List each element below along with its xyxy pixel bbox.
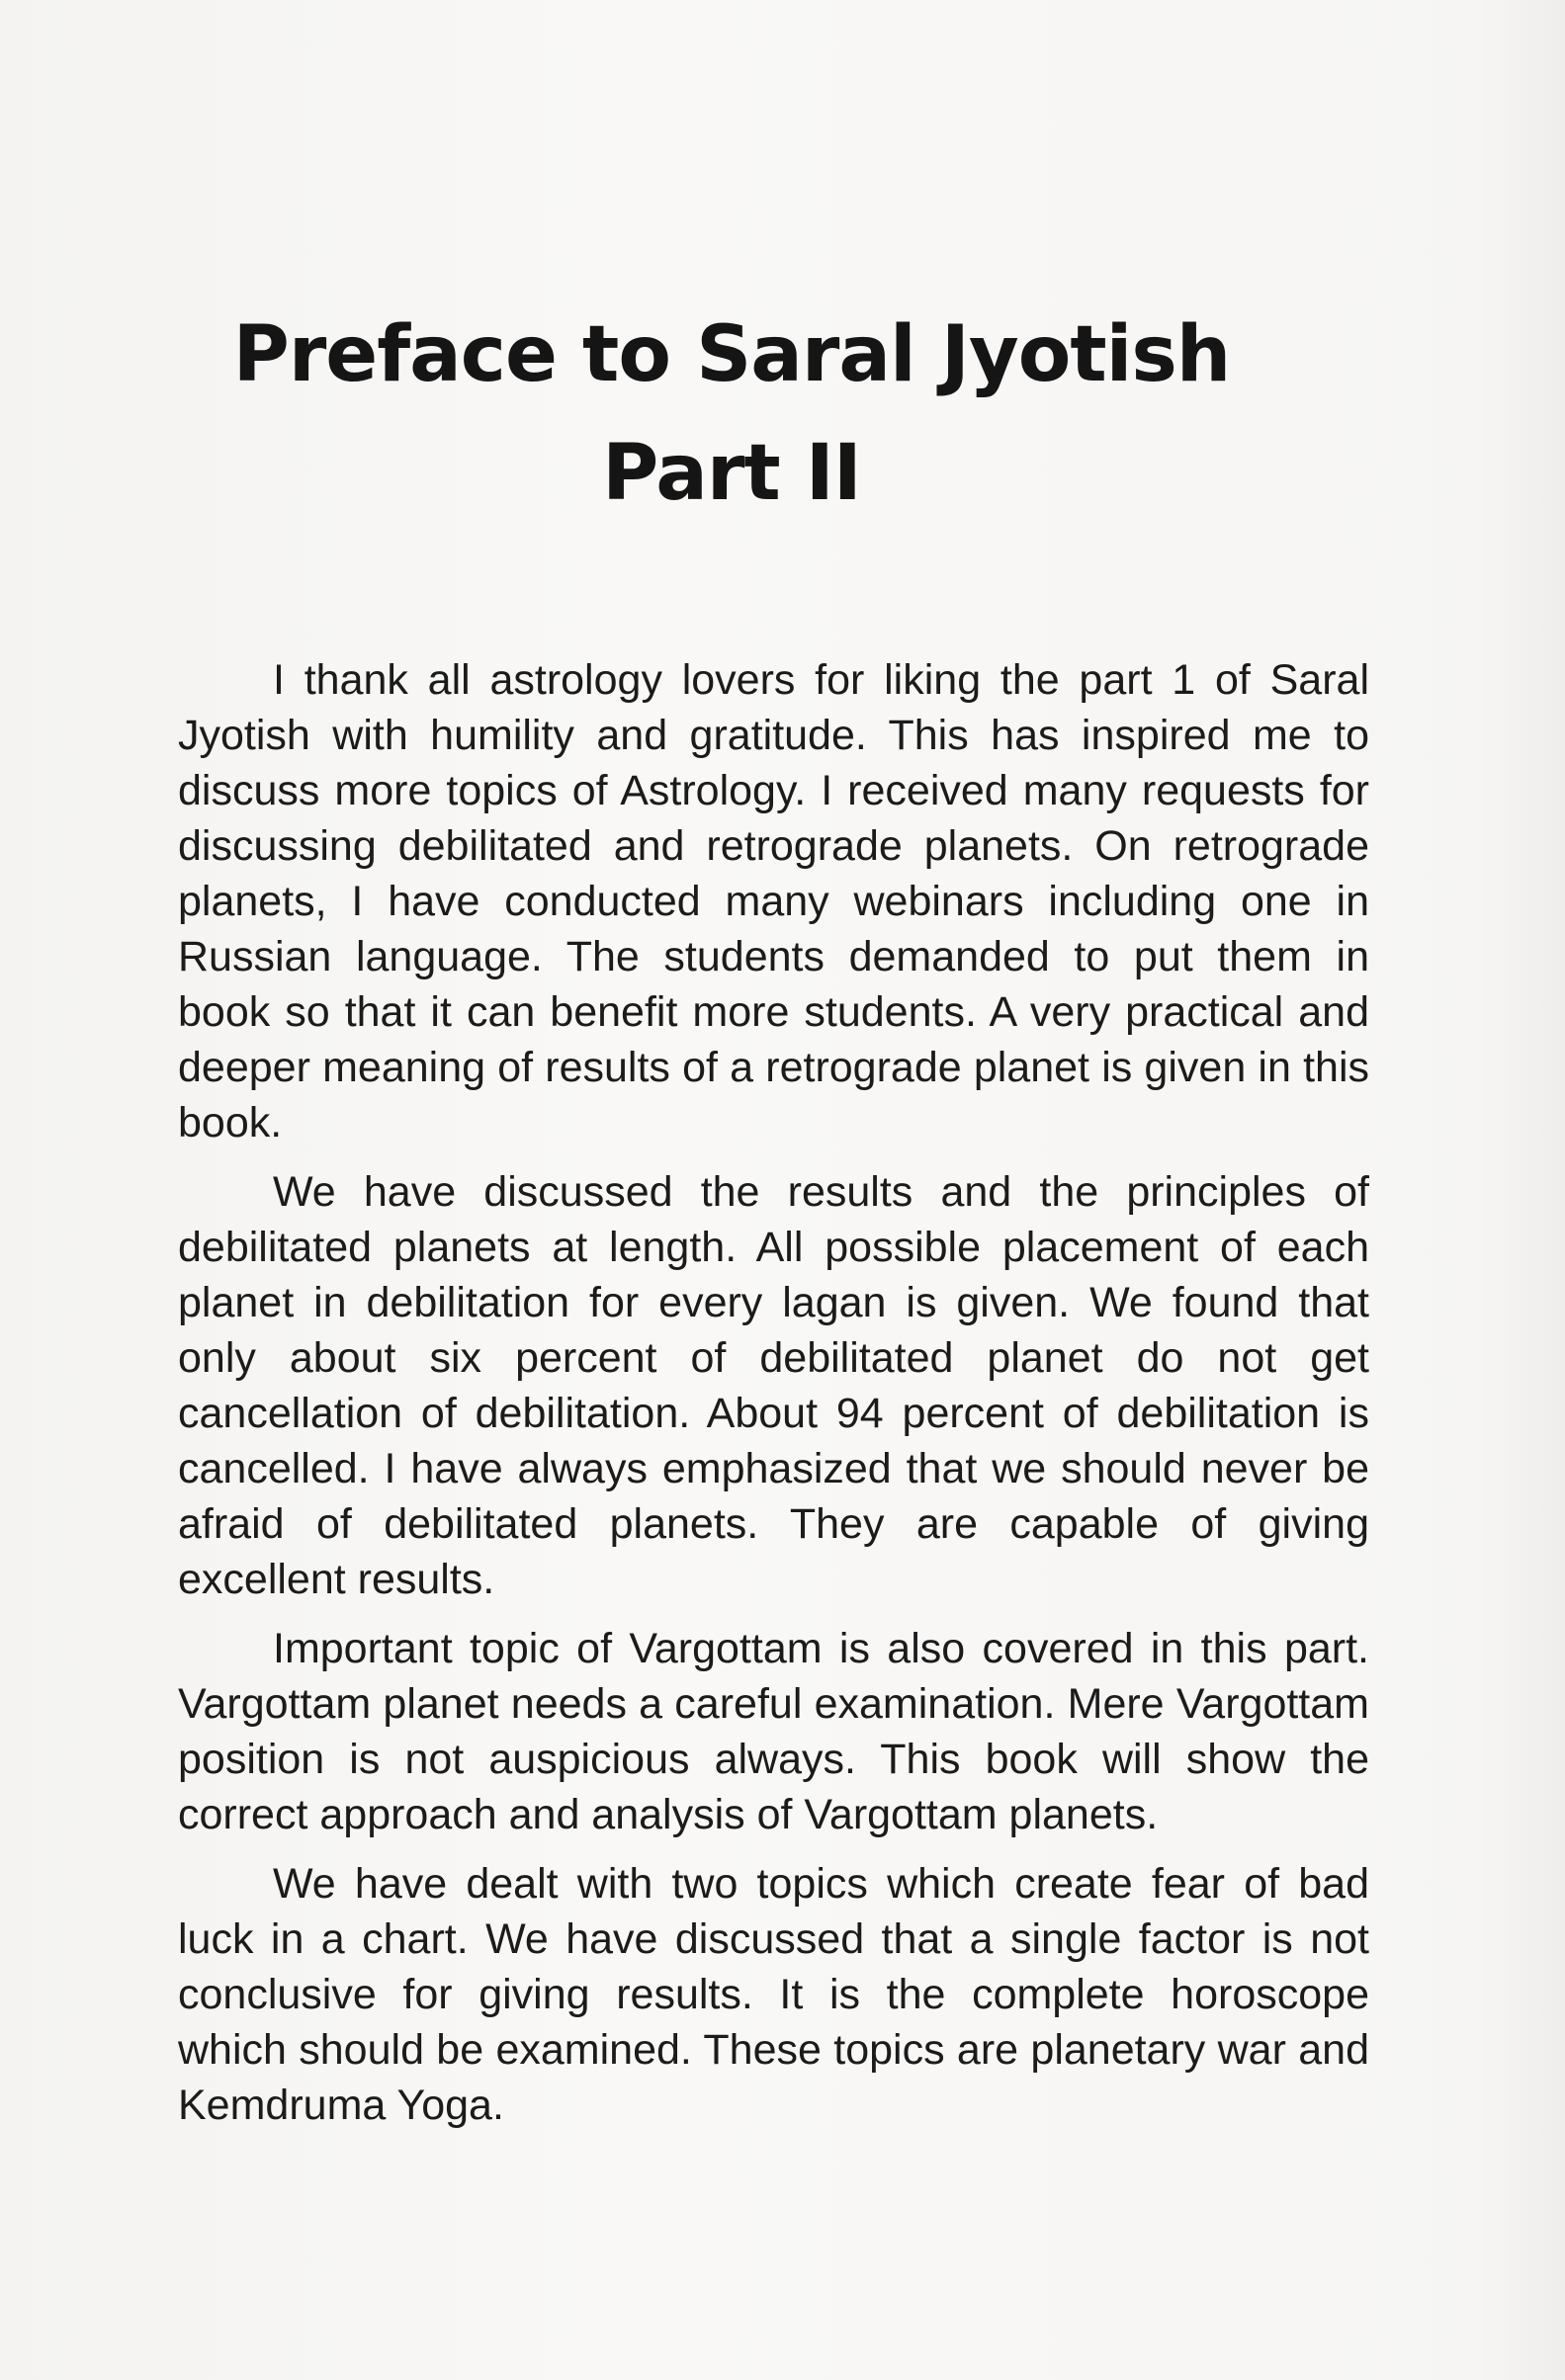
paragraph-1: I thank all astrology lovers for liking the part 1 of Saral Jyotish with humility and gratitude. This has inspired me to discuss more topics of Astrology. I received many requests for discussing debilitated and retrograde planets. On retrograde planets, I have conducted many webinars including one in Russian language. The students demanded to put them in book so that it can benefit more students. A very practical and deeper meaning of results of a retrograde planet is given in this book.	[178, 656, 1369, 1147]
preface-body	[178, 652, 1369, 2147]
page-title-line-1: Preface to Saral Jyotish	[232, 310, 1231, 399]
paragraph-3: Important topic of Vargottam is also covered in this part. Vargottam planet needs a careful examination. Mere Vargottam position is not auspicious always. This book will show the correct approach and analysis of Vargottam planets.	[178, 1625, 1369, 1838]
paragraph-4: We have dealt with two topics which create fear of bad luck in a chart. We have discussed that a single factor is not conclusive for giving results. It is the complete horoscope which should be examined. These topics are planetary war and Kemdruma Yoga.	[178, 1860, 1369, 2129]
page-title-line-2: Part II	[602, 429, 861, 518]
paragraph-2: We have discussed the results and the principles of debilitated planets at length. All possible placement of each planet in debilitation for every lagan is given. We found that only about six percent of debilitated planet do not get cancellation of debilitation. About 94 percent of debilitation is cancelled. I have always emphasized that we should never be afraid of debilitated planets. They are capable of giving excellent results.	[178, 1168, 1369, 1603]
